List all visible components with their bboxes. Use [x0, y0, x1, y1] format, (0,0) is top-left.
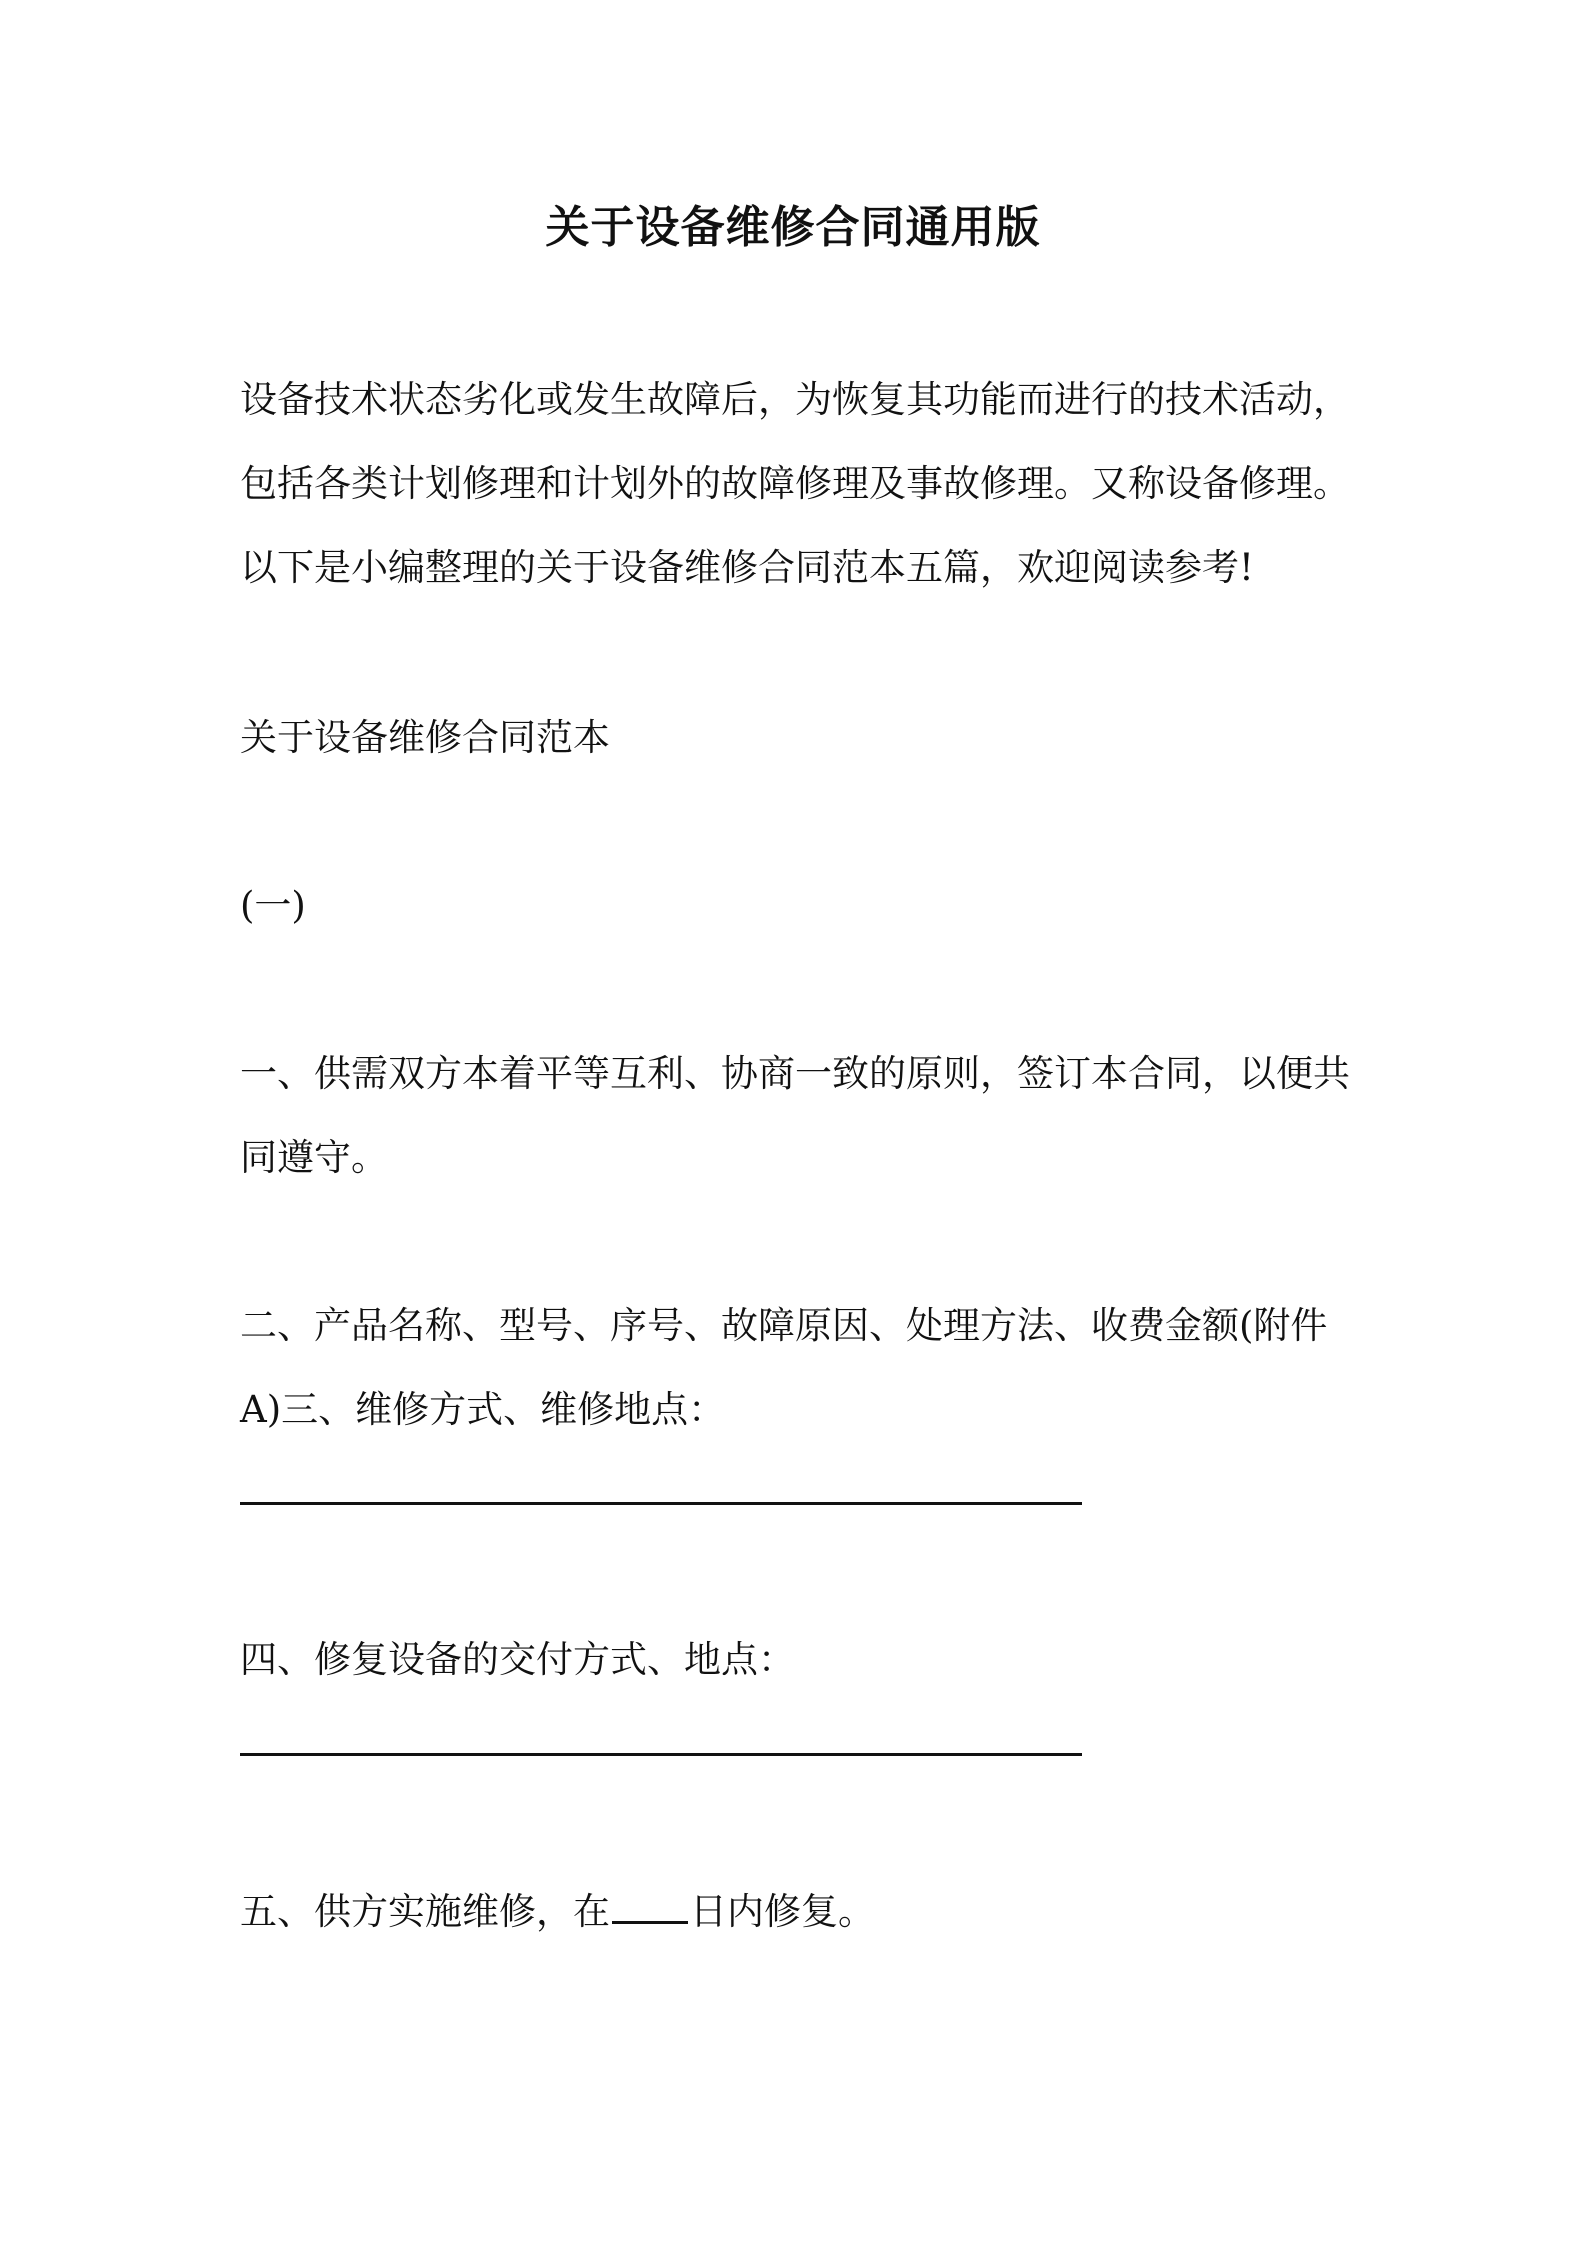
clause-4: 四、修复设备的交付方式、地点：	[240, 1638, 795, 1681]
fill-in-line-repair-location	[240, 1502, 1082, 1505]
clause-5-before: 五、供方实施维修，在	[240, 1890, 610, 1933]
clause-5	[240, 1886, 1360, 1938]
intro-line-2: 包括各类计划修理和计划外的故障修理及事故修理。又称设备修理。	[240, 462, 1350, 505]
fill-in-line-delivery-location	[240, 1753, 1082, 1756]
document-title: 关于设备维修合同通用版	[545, 202, 1041, 253]
section-heading: 关于设备维修合同范本	[240, 716, 610, 759]
clause-2-line-2: A)三、维修方式、维修地点：	[240, 1388, 726, 1431]
clause-1-line-2: 同遵守。	[240, 1136, 388, 1179]
intro-line-3: 以下是小编整理的关于设备维修合同范本五篇，欢迎阅读参考!	[240, 546, 1254, 589]
clause-5-after: 日内修复。	[690, 1890, 875, 1933]
clause-1-line-1: 一、供需双方本着平等互利、协商一致的原则，签订本合同，以便共	[240, 1052, 1350, 1095]
intro-line-1: 设备技术状态劣化或发生故障后，为恢复其功能而进行的技术活动，	[240, 378, 1350, 421]
section-number: (一)	[240, 884, 306, 927]
clause-2-line-1: 二、产品名称、型号、序号、故障原因、处理方法、收费金额(附件	[240, 1304, 1328, 1347]
fill-in-blank-days	[612, 1887, 688, 1924]
